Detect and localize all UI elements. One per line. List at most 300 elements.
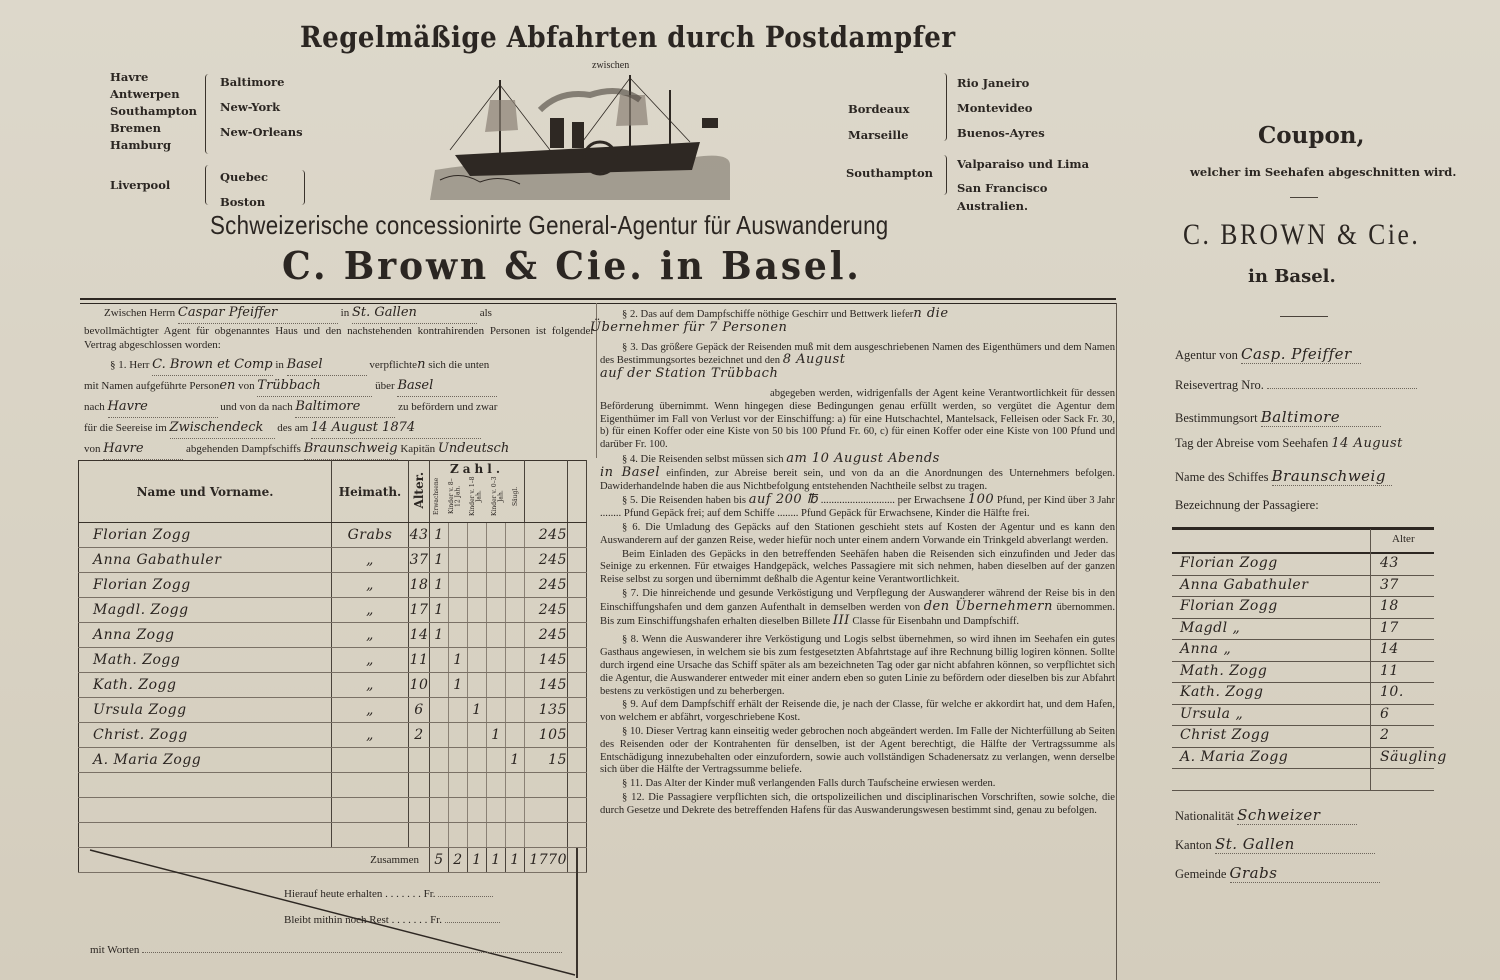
coupon-city: in Basel.: [1248, 266, 1336, 287]
count-cell: [487, 623, 506, 648]
brace: [205, 165, 212, 205]
passenger-name: Anna Gabathuler: [79, 548, 332, 573]
handwritten-fill: am 10 August Abends: [786, 450, 940, 466]
home-town: „: [332, 623, 409, 648]
port: Marseille: [848, 128, 909, 142]
count-cell: [506, 548, 525, 573]
coupon-passenger-row: [1172, 640, 1434, 662]
port: San Francisco: [957, 181, 1048, 195]
port: Rio Janeiro: [957, 76, 1030, 90]
via: Basel: [397, 378, 434, 393]
label: und von da nach: [220, 401, 293, 413]
passenger-name: A. Maria Zogg: [79, 748, 332, 773]
passenger-age: 43: [1380, 555, 1399, 571]
ports-group4-from: Southampton: [846, 166, 934, 180]
ship-name: Braunschweig: [303, 441, 398, 456]
port: Montevideo: [957, 101, 1033, 115]
coupon-passenger-row: [1172, 554, 1434, 576]
count-cell: [506, 798, 525, 823]
label: mit Worten: [90, 944, 140, 956]
between-label: zwischen: [592, 60, 630, 71]
table-row: [79, 598, 587, 623]
passenger-name: Kath. Zogg: [1180, 684, 1264, 700]
table-row: [79, 748, 587, 773]
handwritten-fill: 100: [967, 492, 995, 508]
count-cell: [487, 523, 506, 548]
age: 10: [409, 673, 430, 698]
count-cell: [430, 648, 449, 673]
field-contract-number: [1175, 378, 1440, 393]
coupon-passenger-row: [1172, 662, 1434, 684]
count-cell: [468, 648, 487, 673]
count-cell: 1: [430, 573, 449, 598]
ornament-divider: [1290, 197, 1318, 198]
label: Bestimmungsort: [1175, 411, 1258, 425]
total-amount: 1770: [525, 848, 568, 873]
home-town: „: [332, 573, 409, 598]
term-text: § 12. Die Passagiere verpflichten sich, die ortspolizeilichen und disciplinarischen Vorschriften, sowie solche, die durch Gesetze und Dekrete des betreffenden Hafens für das Auswanderungswesen bestimmt sind, genau zu befolgen.: [600, 791, 1115, 816]
passenger-name: [79, 773, 332, 798]
date-value: 14 August: [1331, 436, 1403, 451]
port: Quebec: [220, 170, 269, 184]
age: [409, 773, 430, 798]
home-town: „: [332, 723, 409, 748]
port: Hamburg: [110, 138, 171, 152]
port: Southampton: [110, 104, 198, 118]
agency-subtitle: Schweizerische concessionirte General-Agentur für Auswanderung: [210, 210, 889, 240]
handwritten-fill: Übernehmer für 7 Personen: [590, 319, 788, 335]
count-cell: [487, 748, 506, 773]
field-passengers-label: Bezeichnung der Passagiere:: [1175, 498, 1319, 512]
header-home: Heimath.: [332, 461, 409, 523]
passenger-age: 14: [1380, 641, 1399, 657]
field-departure-date: [1175, 436, 1440, 451]
header-count-sub: Kinder v. 0–3 Jah.: [490, 476, 505, 516]
coupon-passenger-row: [1172, 576, 1434, 598]
count-cell: [468, 823, 487, 848]
port: Buenos-Ayres: [957, 126, 1045, 140]
label: § 1. Herr: [110, 359, 150, 371]
count-cell: 1: [430, 623, 449, 648]
nationality-value: Schweizer: [1237, 806, 1321, 824]
ornament-divider: [1280, 316, 1328, 317]
count-cell: [449, 548, 468, 573]
label: verpflichte: [369, 359, 418, 371]
passenger-name: Anna Gabathuler: [1180, 576, 1309, 593]
count-cell: [506, 773, 525, 798]
count-cell: [487, 823, 506, 848]
handwritten-suffix: n: [417, 357, 426, 372]
label: Reisevertrag Nro.: [1175, 378, 1264, 392]
handwritten-fill: in Basel: [600, 464, 661, 480]
fare-amount: 245: [525, 573, 568, 598]
label: des am: [277, 422, 309, 434]
steamship-illustration-icon: [430, 70, 730, 200]
age: 37: [409, 548, 430, 573]
field-nationality: [1175, 806, 1440, 825]
term-text: übernommen. Bis zum Einschiffungshafen erhalten dieselben Billete: [600, 601, 1115, 627]
count-cell: [506, 698, 525, 723]
label: Kapitän: [400, 443, 436, 455]
passenger-age: 11: [1380, 662, 1399, 679]
coupon-passenger-row: [1172, 705, 1434, 727]
label: Hierauf heute erhalten: [284, 888, 383, 900]
label: für die Seereise im: [84, 422, 167, 434]
agent-place: St. Gallen: [351, 305, 417, 320]
label: als: [479, 307, 492, 319]
port: Bordeaux: [848, 102, 910, 116]
coupon-passenger-row: [1172, 683, 1434, 705]
label: mit Namen aufgeführte Person: [84, 380, 220, 392]
home-town: „: [332, 548, 409, 573]
term-text: § 9. Auf dem Dampfschiff erhält der Reisende die, je nach der Classe, für welche er akkordirt hat, und dem Hafen, von welchem er abfährt, vorgeschriebene Kost.: [600, 699, 1115, 724]
age: [409, 748, 430, 773]
total-adults: 5: [430, 848, 449, 873]
label: nach: [84, 401, 105, 413]
age: 2: [409, 723, 430, 748]
age: [409, 823, 430, 848]
company-name: C. Brown & Cie. in Basel.: [282, 243, 862, 288]
passenger-age: 37: [1380, 576, 1399, 593]
total-infants: 1: [506, 848, 525, 873]
label: von: [238, 380, 255, 392]
passenger-name: Magdl. Zogg: [79, 598, 332, 623]
coupon-passenger-table: [1172, 527, 1447, 791]
count-cell: [468, 623, 487, 648]
contract-terms: § 2. Das auf dem Dampfschiffe nöthige Geschirr und Bettwerk liefern die Übernehmer für 7 Personen § 3. Das größere Gepäck der Reisenden muß mit dem ausgeschriebenen Namen des Eigenthümers und dem Namen des Bestimmungsortes bezeichnet und den 8 August auf der Station Trübbach abgegeben werden, widrigenfalls der Agent keine Verantwortlichkeit für dessen Beförderung übernimmt. Wenn hingegen diese Bedingungen genau erfüllt werden, so vergütet die Agentur dem Eigenthümer im Fall von Verlust vor der Einschiffung: a) für eine Hutschachtel, Mantelsack, Felleisen oder Sack Fr. 30, b) für einen Koffer oder eine Kiste von 50 bis 100 Pfund Fr. 60, c) für einen Koffer oder eine Kiste von 100 Pfund und darüber Fr. 100. § 4. Die Reisenden selbst müssen sich am 10 August Abends in Basel einfinden, zur Abreise bereit sein, und von da an die Anordnungen des Unternehmers befolgen. Dawiderhandelnde haben die aus Nichtbefolgung entstehenden Nachtheile selbst zu tragen. § 5. Die Reisenden haben bis auf 200 ℔ ............................ per Erwachsene 100 Pfund, per Kind über 3 Jahr ........ Pfund Gepäck frei; auf dem Schiffe ........ Pfund Gepäck für Erwachsene, Kinder die Hälfte frei. § 6. Die Umladung des Gepäcks auf den Stationen geschieht stets auf Kosten der Agentur und es kann den Auswanderern auf der ganzen Reise, weder hiefür noch unter einem andern Vorwande ein Trinkgeld abverlangt werden. Beim Einladen des Gepäcks in den betreffenden Seehäfen haben die Reisenden sich einzufinden und Jeder das Seinige zu erkennen. Für etwaiges Handgepäck, welches Passagiere mit sich nehmen, haben dieselben auf der ganzen Reise selbst zu sorgen und übernimmt deßhalb die Agentur keine Verantwortlichkeit. § 7. Die hinreichende und gesunde Verköstigung und Verpflegung der Auswanderer während der Reise bis in den Einschiffungshafen und dem ganzen Aufenthalt in demselben werden von den Übernehmern übernommen. Bis zum Einschiffungshafen erhalten dieselben Billete III Classe für Eisenbahn und Dampfschiff. § 8. Wenn die Auswanderer ihre Verköstigung und Logis selbst übernehmen, so wird ihnen im Seehafen ein gutes Gasthaus angewiesen, in welchem sie bis zum festgesetzten Abfahrtstage auf ihre Rechnung billig logiren können. Sollte durch irgend eine Ursache das Schiff später als am bezeichneten Tag oder gar nicht abfahren können, so verpflichtet sich die Agentur, die Auswanderer entweder mit einer andern eben so guten Linie zu befördern oder dieselben bis zur Abfahrt bestens zu verköstigen und zu beherbergen. § 9. Auf dem Dampfschiff erhält der Reisende die, je nach der Classe, für welche er akkordirt hat, und dem Hafen, von welchem er abfährt, vorgeschriebene Kost. § 10. Dieser Vertrag kann einseitig weder gebrochen noch abgeändert werden. Im Falle der Nichterfüllung ab Seiten des Reisenden oder der Kontrahenten für denselben, ist der Agent berechtigt, die Hälfte der Vertragssumme als Entschädigung innezubehalten oder einzufordern, sowie auch vollständigen Schadenersatz zu verlangen, wenn derselbe sich über die Hälfte der Vertragssumme beliefe. § 11. Das Alter der Kinder muß verlangenden Falls durch Taufscheine erwiesen werden. § 12. Die Passagiere verpflichten sich, die ortspolizeilichen und disciplinarischen Vorschriften, sowie solche, die durch Gesetze und Dekrete des betreffenden Hafens für das Auswanderungswesen bestimmt sind, genau zu befolgen.: [590, 306, 1115, 816]
table-row: [79, 648, 587, 673]
fare-amount: 245: [525, 623, 568, 648]
fare-amount: [525, 823, 568, 848]
coupon-subtitle: welcher im Seehafen abgeschnitten wird.: [1190, 165, 1457, 179]
fare-cents: [568, 598, 587, 623]
port: Valparaiso und Lima: [957, 157, 1090, 171]
passenger-age: 18: [1380, 598, 1399, 614]
fare-amount: 145: [525, 648, 568, 673]
term-text: § 7. Die hinreichende und gesunde Verköstigung und Verpflegung der Auswanderer während der Reise bis in den Einschiffungshafen und dem ganzen Aufenthalt in demselben werden von: [600, 587, 1115, 613]
received-row: Hierauf heute erhalten . . . . . . . Fr.: [284, 888, 493, 900]
port-of-departure: Havre: [107, 399, 148, 414]
label: sich die unten: [428, 359, 490, 371]
header-age: Alter.: [411, 471, 426, 509]
age: 43: [409, 523, 430, 548]
age: [409, 798, 430, 823]
header-count-sub: Erwachsene: [433, 477, 441, 515]
passenger-age: 17: [1380, 619, 1399, 636]
fare-amount: 15: [525, 748, 568, 773]
fare-cents: [568, 648, 587, 673]
count-cell: [468, 573, 487, 598]
commune-value: Grabs: [1229, 864, 1278, 882]
passenger-name: Christ Zogg: [1180, 727, 1270, 743]
age: 14: [409, 623, 430, 648]
count-cell: [506, 623, 525, 648]
count-cell: [506, 523, 525, 548]
ports-group4-to: [957, 152, 1089, 212]
page-title: Regelmäßige Abfahrten durch Postdampfer: [300, 20, 956, 54]
handwritten-fill: auf 200 ℔: [748, 492, 819, 508]
fare-amount: 245: [525, 548, 568, 573]
ports-group1-from: [110, 69, 197, 154]
table-row: [79, 623, 587, 648]
age: 17: [409, 598, 430, 623]
count-cell: [449, 723, 468, 748]
table-row: [79, 573, 587, 598]
count-cell: [449, 623, 468, 648]
passenger-name: Anna „: [1180, 641, 1232, 657]
count-cell: [487, 773, 506, 798]
passenger-name: Magdl „: [1180, 619, 1241, 636]
travel-class: Zwischendeck: [169, 420, 264, 435]
passenger-name: Florian Zogg: [79, 573, 332, 598]
port: Havre: [110, 70, 149, 84]
field-canton: [1175, 835, 1440, 854]
brace: [205, 74, 212, 154]
count-cell: 1: [449, 648, 468, 673]
header-age: Alter: [1392, 533, 1415, 545]
table-row: [79, 523, 587, 548]
count-cell: 1: [430, 523, 449, 548]
brace: [298, 170, 305, 205]
count-cell: [506, 723, 525, 748]
passenger-age: 6: [1380, 705, 1390, 722]
term-text: per Erwachsene: [897, 495, 966, 507]
count-cell: [430, 823, 449, 848]
ports-group2-from: Liverpool: [110, 178, 171, 192]
port: New-Orleans: [220, 125, 303, 139]
firm-place: Basel: [286, 357, 323, 372]
count-cell: [449, 823, 468, 848]
term-text: § 10. Dieser Vertrag kann einseitig weder gebrochen noch abgeändert werden. Im Falle der Nichterfüllung ab Seiten des Reisenden oder der Kontrahenten für denselben, ist der Agent berechtigt, die Hälfte der Vertragssumme als Entschädigung innezubehalten oder einzufordern, sowie auch vollständigen Schadenersatz zu verlangen, wenn derselbe sich über die Hälfte der Vertragssumme beliefe.: [600, 725, 1115, 776]
departure-port: Havre: [103, 441, 144, 456]
coupon-passenger-row: [1172, 769, 1434, 791]
label: abgehenden Dampfschiffs: [186, 443, 301, 455]
home-town: „: [332, 673, 409, 698]
port: Antwerpen: [110, 87, 180, 101]
count-cell: [487, 598, 506, 623]
ports-group3-from: [848, 96, 909, 148]
fare-cents: [568, 523, 587, 548]
destination: Baltimore: [295, 399, 361, 414]
table-row: [79, 798, 587, 823]
count-cell: [430, 748, 449, 773]
passenger-name: [79, 798, 332, 823]
label: Agentur von: [1175, 348, 1238, 362]
coupon-passenger-row: [1172, 726, 1434, 748]
fare-cents: [568, 548, 587, 573]
label: Name des Schiffes: [1175, 470, 1269, 484]
coupon-passenger-row: [1172, 597, 1434, 619]
brace: [940, 73, 947, 141]
fare-amount: 135: [525, 698, 568, 723]
label: Bleibt mithin noch Rest: [284, 914, 389, 926]
total-children-8-12: 2: [449, 848, 468, 873]
passenger-name: Ursula Zogg: [79, 698, 332, 723]
term-text: § 2. Das auf dem Dampfschiffe nöthige Geschirr und Bettwerk liefer: [622, 309, 914, 320]
label: Zwischen Herrn: [104, 307, 176, 319]
handwritten-fill: III: [832, 612, 850, 628]
age: 11: [409, 648, 430, 673]
table-row: [79, 698, 587, 723]
passenger-name: Anna Zogg: [79, 623, 332, 648]
count-cell: [468, 798, 487, 823]
passenger-name: Math. Zogg: [79, 648, 332, 673]
count-cell: [506, 648, 525, 673]
coupon-passenger-row: [1172, 619, 1434, 641]
term-text: Pfund, per Kind über 3 Jahr ........ Pfund Gepäck frei; auf dem Schiffe ........ Pfund Gepäck für Erwachsene, Kinder die Hälfte frei.: [600, 495, 1115, 520]
field-destination: [1175, 408, 1440, 427]
label: zu befördern und zwar: [398, 401, 498, 413]
home-town: Grabs: [332, 523, 409, 548]
port: New-York: [220, 100, 281, 114]
handwritten-suffix: en: [219, 378, 236, 393]
label: Fr.: [430, 914, 442, 926]
contract-preamble: bevollmächtigter Agent für obgenanntes Haus und den nachstehenden kontrahirenden Personen ist folgender Vertrag abgeschlossen worden:: [84, 325, 594, 351]
count-cell: [449, 523, 468, 548]
in-words-row: [90, 944, 562, 956]
count-cell: [449, 773, 468, 798]
fare-cents: [568, 773, 587, 798]
count-cell: [449, 573, 468, 598]
count-cell: [449, 798, 468, 823]
fare-cents: [568, 823, 587, 848]
header-count: Zahl.: [450, 462, 504, 476]
fare-amount: 105: [525, 723, 568, 748]
count-cell: [506, 598, 525, 623]
count-cell: [468, 673, 487, 698]
destination-value: Baltimore: [1260, 408, 1341, 426]
label: Nationalität: [1175, 809, 1235, 823]
term-text: § 6. Die Umladung des Gepäcks auf den Stationen geschieht stets auf Kosten der Agentur und es kann den Auswanderern auf der ganzen Reise, weder hiefür noch unter einem andern Vorwande ein Trinkgeld abverlangt werden.: [600, 521, 1115, 546]
count-cell: 1: [430, 548, 449, 573]
port: Baltimore: [220, 75, 285, 89]
count-cell: [468, 748, 487, 773]
term-text: § 11. Das Alter der Kinder muß verlangenden Falls durch Taufscheine erwiesen werden.: [622, 778, 996, 790]
count-cell: [468, 523, 487, 548]
header-count-sub: Säugl.: [512, 486, 520, 506]
table-row: [79, 723, 587, 748]
count-cell: 1: [430, 598, 449, 623]
term-text: § 5. Die Reisenden haben bis: [622, 495, 746, 507]
field-commune: [1175, 864, 1440, 883]
count-cell: [430, 798, 449, 823]
fare-amount: [525, 773, 568, 798]
total-children-1-3: 1: [487, 848, 506, 873]
term-text: § 3. Das größere Gepäck der Reisenden muß mit dem ausgeschriebenen Namen des Eigenthümers und dem Namen des Bestimmungsortes bezeichnet und den: [600, 341, 1115, 367]
departure-date: 14 August 1874: [310, 420, 416, 435]
header-count-sub: Kinder v. 1–8 Jah.: [469, 476, 483, 516]
home-town: [332, 798, 409, 823]
total-label: Zusammen: [79, 848, 430, 873]
canton-value: St. Gallen: [1214, 835, 1295, 853]
term-text: Classe für Eisenbahn und Dampfschiff.: [852, 615, 1019, 627]
passenger-name: Florian Zogg: [79, 523, 332, 548]
count-cell: 1: [468, 698, 487, 723]
count-cell: [487, 673, 506, 698]
fare-amount: 145: [525, 673, 568, 698]
passenger-age: 2: [1380, 727, 1390, 743]
count-cell: [487, 548, 506, 573]
port: Australien.: [957, 199, 1028, 213]
field-ship: [1175, 467, 1440, 486]
handwritten-fill: 8 August: [782, 352, 846, 368]
agency-value: Casp. Pfeiffer: [1240, 345, 1352, 363]
label: Tag der Abreise vom Seehafen: [1175, 436, 1329, 450]
fare-cents: [568, 748, 587, 773]
count-cell: [487, 648, 506, 673]
passenger-name: Florian Zogg: [1180, 555, 1278, 571]
count-cell: 1: [449, 673, 468, 698]
passenger-name: A. Maria Zogg: [1180, 748, 1289, 765]
label: in: [275, 359, 284, 371]
count-cell: [430, 698, 449, 723]
captain-name: Undeutsch: [437, 441, 510, 456]
remaining-row: Bleibt mithin noch Rest . . . . . . . Fr.: [284, 914, 500, 926]
count-cell: 1: [506, 748, 525, 773]
passenger-name: [79, 823, 332, 848]
age: 6: [409, 698, 430, 723]
port: Boston: [220, 195, 266, 209]
table-row: [79, 773, 587, 798]
ship-value: Braunschweig: [1271, 467, 1386, 485]
count-cell: [468, 548, 487, 573]
ports-group2-to: [220, 165, 268, 215]
passenger-age: Säugling: [1380, 748, 1447, 765]
header-amount: [525, 461, 568, 523]
handwritten-fill: den Übernehmern: [923, 598, 1053, 614]
count-cell: [487, 573, 506, 598]
fare-cents: [568, 723, 587, 748]
count-cell: [468, 723, 487, 748]
count-cell: [430, 723, 449, 748]
count-cell: [468, 773, 487, 798]
origin: Trübbach: [257, 378, 321, 393]
fare-amount: [525, 798, 568, 823]
term-text: Beim Einladen des Gepäcks in den betreffenden Seehäfen haben die Reisenden sich einzufinden und Jeder das Seinige zu erkennen. Für etwaiges Handgepäck, welches Passagiere mit sich nehmen, haben dieselben auf der ganzen Reise selbst zu sorgen und übernimmt deßhalb die Agentur keine Verantwortlichkeit.: [600, 548, 1115, 586]
home-town: [332, 748, 409, 773]
field-agency: [1175, 345, 1440, 364]
ports-group3-to: [957, 71, 1045, 146]
count-cell: [449, 748, 468, 773]
handwritten-fill: auf der Station Trübbach: [600, 366, 779, 382]
table-row: [79, 548, 587, 573]
passenger-age: 10.: [1380, 684, 1404, 700]
passenger-name: Ursula „: [1180, 705, 1244, 722]
count-cell: [430, 673, 449, 698]
count-cell: [506, 823, 525, 848]
count-cell: [449, 698, 468, 723]
label: Fr.: [423, 888, 436, 900]
coupon-company: C. BROWN & Cie.: [1183, 218, 1421, 251]
total-children-3-8: 1: [468, 848, 487, 873]
column-divider: [1370, 529, 1371, 791]
count-cell: [506, 573, 525, 598]
label: Gemeinde: [1175, 867, 1227, 881]
brace: [940, 155, 947, 195]
passenger-name: Florian Zogg: [1180, 598, 1278, 614]
home-town: „: [332, 598, 409, 623]
count-cell: [449, 598, 468, 623]
header-cents: [568, 461, 587, 523]
fare-cents: [568, 673, 587, 698]
label: Kanton: [1175, 838, 1212, 852]
ports-group1-to: [220, 70, 303, 145]
age: 18: [409, 573, 430, 598]
count-cell: [506, 673, 525, 698]
term-text: § 8. Wenn die Auswanderer ihre Verköstigung und Logis selbst übernehmen, so wird ihnen im Seehafen ein gutes Gasthaus angewiesen, in welchem sie bis zum festgesetzten Abfahrtstage auf ihre Rechnung billig logiren können. Sollte durch irgend eine Ursache das Schiff später als am bezeichneten Tag oder gar nicht abfahren können, so verpflichtet sich die Agentur, die Auswanderer entweder mit einer andern eben so guten Linie zu befördern oder dieselben bis zur Abfahrt bestens zu verköstigen und zu beherbergen.: [600, 634, 1115, 697]
home-town: „: [332, 648, 409, 673]
fare-amount: 245: [525, 598, 568, 623]
